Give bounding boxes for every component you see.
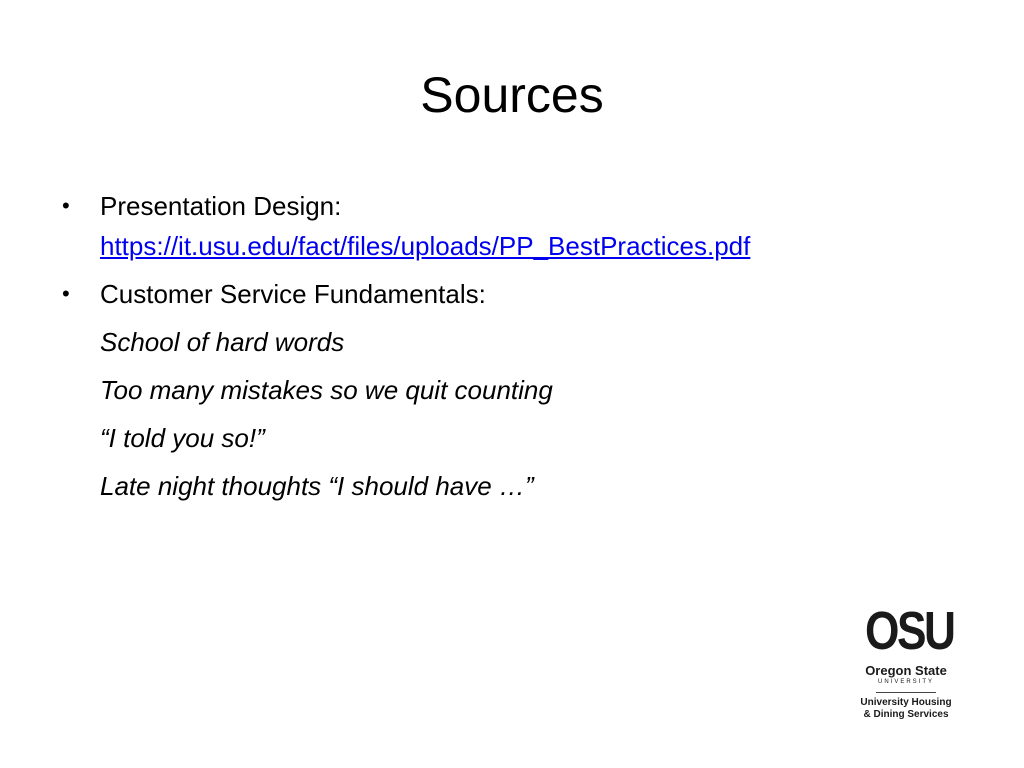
slide-title: Sources	[420, 67, 604, 123]
bullet-marker: •	[62, 193, 70, 218]
sub-line-item: Late night thoughts “I should have …”	[100, 471, 534, 501]
logo-divider	[876, 692, 936, 693]
bullet-item-presentation-design	[56, 186, 956, 266]
bullet-label: Customer Service Fundamentals:	[100, 279, 486, 309]
logo-wordmark: OSU	[865, 601, 954, 661]
slide-content	[56, 186, 956, 514]
logo-institution: Oregon State	[865, 663, 947, 678]
sub-line-item: “I told you so!”	[100, 423, 265, 453]
bullet-label: Presentation Design:	[100, 191, 342, 221]
bullet-marker: •	[62, 281, 70, 306]
logo-department-line1: University Housing	[860, 697, 952, 708]
bullet-text	[100, 274, 956, 314]
bullet-text	[100, 186, 956, 266]
osu-logo	[856, 601, 956, 728]
bullet-item-customer-service	[56, 274, 956, 314]
logo-university: UNIVERSITY	[877, 679, 934, 685]
sub-line-item: School of hard words	[100, 327, 345, 357]
source-link[interactable]: https://it.usu.edu/fact/files/uploads/PP_BestPractices.pdf	[100, 231, 751, 261]
sub-line-item: Too many mistakes so we quit counting	[100, 375, 553, 405]
logo-department-line2: & Dining Services	[863, 709, 949, 720]
